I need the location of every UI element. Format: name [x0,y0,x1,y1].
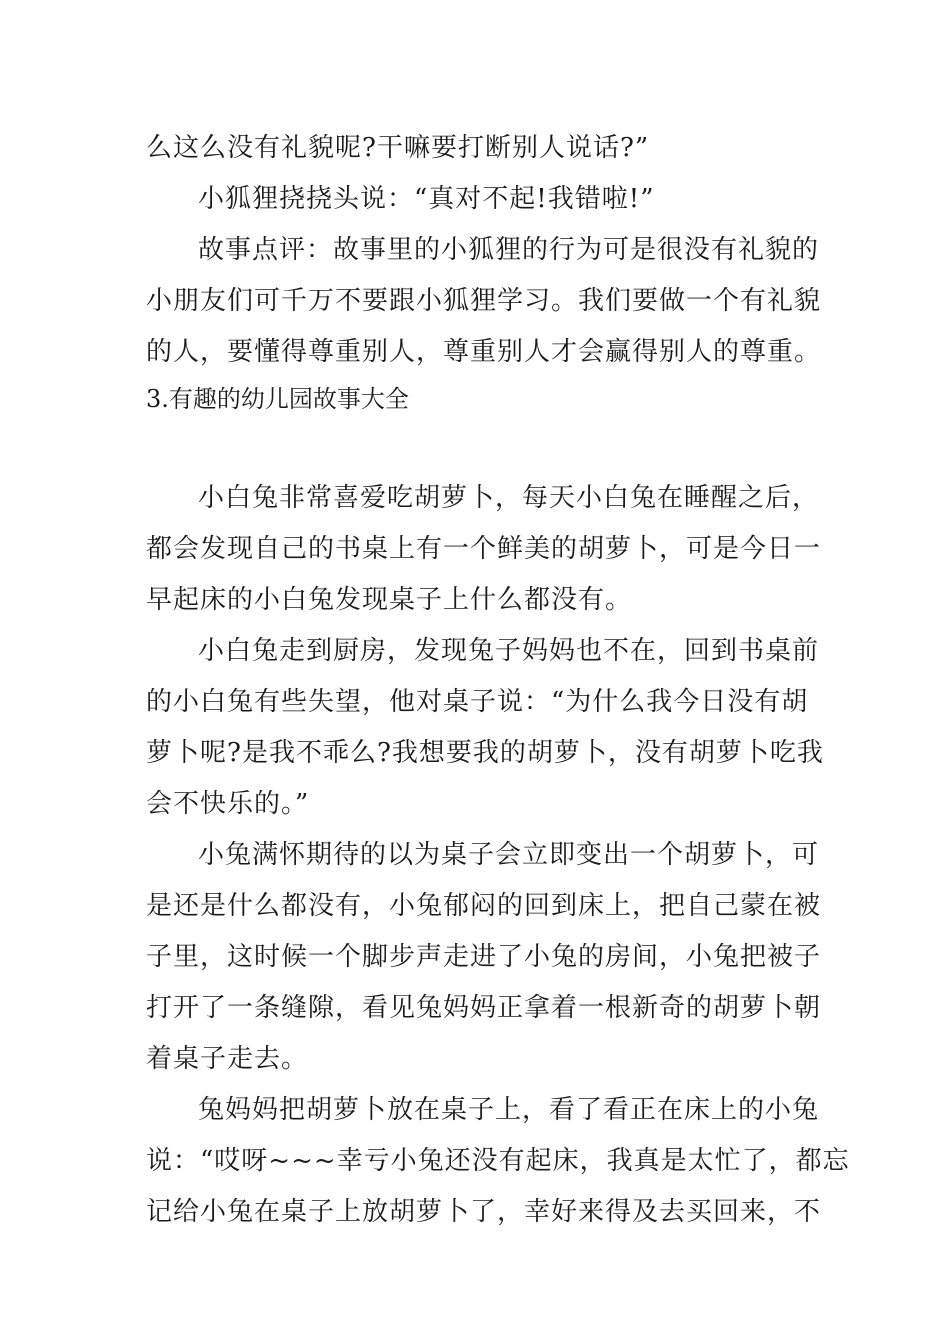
text-line: 小白兔非常喜爱吃胡萝卜，每天小白兔在睡醒之后， [198,483,820,513]
section-heading: 3.有趣的幼儿园故事大全 [146,385,409,413]
text-line: 说：“哎呀~~~幸亏小兔还没有起床，我真是太忙了，都忘 [146,1146,850,1176]
text-line: 的人，要懂得尊重别人，尊重别人才会赢得别人的尊重。 [146,337,822,367]
text-line: 打开了一条缝隙，看见兔妈妈正拿着一根新奇的胡萝卜朝 [146,993,822,1023]
text-line: 的小白兔有些失望，他对桌子说：“为什么我今日没有胡 [146,687,809,717]
text-line: 子里，这时候一个脚步声走进了小兔的房间，小兔把被子 [146,942,822,972]
text-line: 么这么没有礼貌呢?干嘛要打断别人说话?” [146,133,650,163]
text-line: 着桌子走去。 [146,1044,309,1074]
text-line: 兔妈妈把胡萝卜放在桌子上，看了看正在床上的小兔 [198,1095,820,1125]
text-line: 会不快乐的。” [146,789,310,819]
text-line: 小兔满怀期待的以为桌子会立即变出一个胡萝卜，可 [198,840,820,870]
text-line: 小狐狸挠挠头说：“真对不起!我错啦!” [198,184,655,214]
text-line: 记给小兔在桌子上放胡萝卜了，幸好来得及去买回来，不 [146,1197,822,1227]
text-line: 早起床的小白兔发现桌子上什么都没有。 [146,585,633,615]
text-line: 小白兔走到厨房，发现兔子妈妈也不在，回到书桌前 [198,636,820,666]
text-line: 是还是什么都没有，小兔郁闷的回到床上，把自己蒙在被 [146,891,822,921]
text-line: 小朋友们可千万不要跟小狐狸学习。我们要做一个有礼貌 [146,286,822,316]
text-line: 萝卜呢?是我不乖么?我想要我的胡萝卜，没有胡萝卜吃我 [146,738,824,768]
text-line: 故事点评：故事里的小狐狸的行为可是很没有礼貌的 [198,235,820,265]
text-line: 都会发现自己的书桌上有一个鲜美的胡萝卜，可是今日一 [146,534,822,564]
